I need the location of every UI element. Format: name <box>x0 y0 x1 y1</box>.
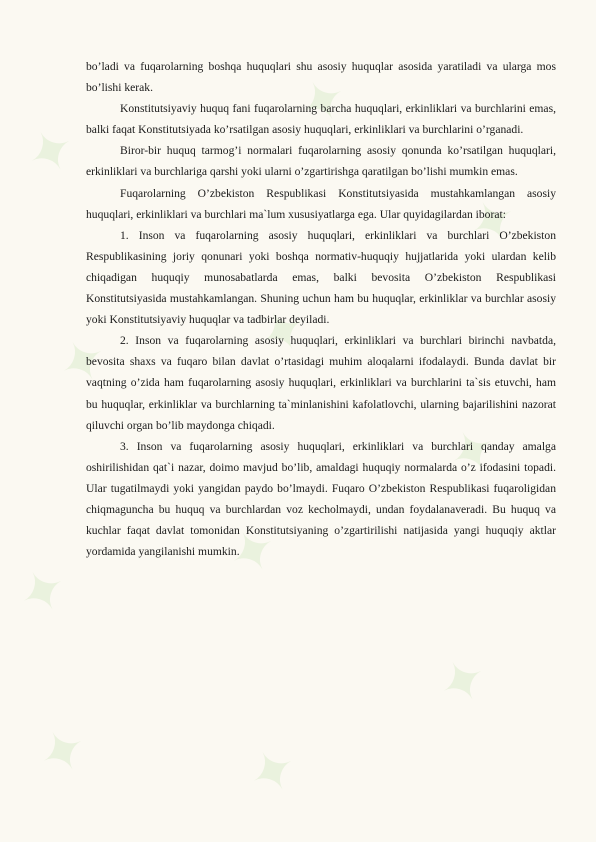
watermark-mark: ✦ <box>427 642 500 723</box>
watermark-mark: ✦ <box>247 292 320 373</box>
document-body <box>86 56 556 562</box>
paragraph-continuation: bo’ladi va fuqarolarning boshqa huquqlari shu asosiy huquqlar asosida yaratiladi va ularga mos bo’lishi kerak. <box>86 60 556 95</box>
watermark-mark: ✦ <box>237 732 310 813</box>
watermark-mark: ✦ <box>217 512 290 593</box>
watermark-mark: ✦ <box>47 322 120 403</box>
paragraph: Fuqarolarning O’zbekiston Respublikasi Konstitutsiyasida mustahkamlangan asosiy huquqlari, erkinliklari va burchlari ma`lum xususiyatlarga ega. Ular quyidagilardan iborat: <box>86 186 556 221</box>
paragraph: Biror-bir huquq tarmog’i normalari fuqarolarning asosiy qonunda ko’rsatilgan huquqlari, erkinliklari va burchlariga qarshi yoki ularni o’zgartirishga qaratilgan bo’lishi mumkin emas. <box>86 144 556 179</box>
watermark-mark: ✦ <box>15 112 88 193</box>
paragraph-item-2: 2. Inson va fuqarolarning asosiy huquqlari, erkinliklari va burchlari birinchi navbatda, bevosita shaxs va fuqaro bilan davlat o’rtasidagi muhim aloqalarni ifodalaydi. Bunda davlat bir vaqtning o’zida ham fuqarolarning asosiy huquqlari, erkinliklari va burchlarini ta`sis etuvchi, ham bu huquqlar, erkinliklar va burchlarning ta`minlanishini kafolatlovchi, ularning bajarilishini nazorat qiluvchi organ bo’lib maydonga chiqadi. <box>86 334 556 432</box>
watermark-mark: ✦ <box>7 552 80 633</box>
paragraph-item-1: 1. Inson va fuqarolarning asosiy huquqlari, erkinliklari va burchlari O’zbekiston Respublikasining joriy qonunari yoki boshqa normativ-huquqiy hujjatlarida yoki ulardan kelib chiqadigan huquqiy munosabatlarda emas, balki bevosita O’zbekiston Respublikasi Konstitutsiyasida mustahkamlangan. Shuning uchun ham bu huquqlar, erkinliklar va burchlar asosiy yoki Konstitutsiyaviy huquqlar va tadbirlar deyiladi. <box>86 228 556 327</box>
watermark-mark: ✦ <box>457 182 530 263</box>
paragraph-item-3: 3. Inson va fuqarolarning asosiy huquqlari, erkinliklari va burchlari qanday amalga oshirilishidan qat`i nazar, doimo mavjud bo’lib, amaldagi huquqiy normalarda o’z ifodasini topadi. Ular tugatilmaydi yoki yangidan paydo bo’lmaydi. Fuqaro O’zbekiston Respublikasi fuqaroligidan chiqmaguncha bu huquq va burchlardan voz kecholmaydi, undan foydalanaveradi. Bu huquq va kuchlar faqat davlat tomonidan Konstitutsiyaning o’zgartirilishi natijasida yangi huquqiy aktlar yordamida yangilanishi mumkin. <box>86 439 556 559</box>
watermark-mark: ✦ <box>27 712 100 793</box>
watermark-mark: ✦ <box>437 412 510 493</box>
watermark-mark: ✦ <box>287 62 360 143</box>
paragraph: Konstitutsiyaviy huquq fani fuqarolarning barcha huquqlari, erkinliklari va burchlarini emas, balki faqat Konstitutsiyada ko’rsatilgan asosiy huquqlari, erkinliklari va burchlarini o’rganadi. <box>86 102 556 137</box>
